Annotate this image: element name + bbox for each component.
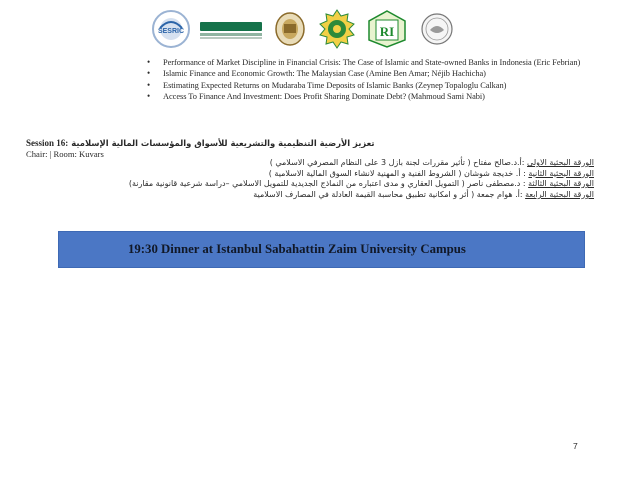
arabic-paper-text: : د.مصطفى ناصر ( التمويل العقاري و مدى اعتباره من النماذج الجديدية للتمويل الاسلامي –دراسة شرعية قانونية مقارنة) [128, 179, 526, 189]
arabic-paper-label: الورقة البحثية الثانية [528, 168, 594, 178]
arabic-paper-list [74, 158, 594, 200]
logo-row [150, 8, 470, 50]
session-chair-room: Chair: | Room: Kuvars [26, 149, 104, 159]
ri-logo [368, 10, 406, 48]
arabic-paper-item [74, 190, 594, 201]
sesric-logo-text: SESRIC [157, 28, 185, 35]
arabic-paper-item [74, 169, 594, 180]
arabic-paper-text: : أ. خديجة شوشان ( الشروط الفنية و المهنية لانشاء السوق المالية الاسلامية ) [268, 168, 526, 178]
seal-logo [418, 10, 456, 48]
ri-logo-text: RI [379, 24, 395, 39]
arabic-paper-text: :أ.د.صالح مفتاح ( تأثير مقررات لجنة بازل 3 على النظام المصرفي الاسلامي ) [269, 158, 525, 167]
paper-list-item: • Performance of Market Discipline in Financial Crisis: The Case of Islamic and State-owned Banks in Indonesia (Eric Febrian) [143, 57, 583, 68]
paper-list [143, 57, 583, 103]
session-heading [26, 138, 586, 148]
paper-list-item: • Access To Finance And Investment: Does Profit Sharing Dominate Debt? (Mahmoud Sami Nabi) [143, 91, 583, 102]
paper-list-item: • Estimating Expected Returns on Mudaraba Time Deposits of Islamic Banks (Zeynep Topaloglu Calkan) [143, 80, 583, 91]
banner-logo [200, 22, 262, 40]
arabic-paper-item [74, 179, 594, 190]
paper-list-item: • Islamic Finance and Economic Growth: The Malaysian Case (Amine Ben Amar; Néjib Hachicha) [143, 68, 583, 79]
dinner-banner-text: 19:30 Dinner at Istanbul Sabahattin Zaim University Campus [128, 242, 466, 256]
page-number: 7 [573, 441, 578, 451]
arabic-paper-label: الورقة البحثية الرابعة [525, 189, 594, 199]
arabic-paper-label: الورقة البحثية الثالثة [528, 179, 594, 189]
emblem-logo [272, 10, 308, 48]
sesric-logo [150, 8, 192, 50]
arabic-paper-label: الورقة البحثية الاولى [527, 158, 594, 167]
dinner-banner [58, 231, 585, 268]
arabic-paper-text: :أ. هوام جمعة ( أثر و امكانية تطبيق محاسبة القيمة العادلة في المصارف الاسلامية [253, 189, 523, 199]
session-label: Session 16: [26, 138, 69, 148]
arabic-paper-item [74, 158, 594, 169]
session-title: تعزيز الأرضية التنظيمية والتشريعية للأسواق والمؤسسات المالية الإسلامية [71, 138, 375, 148]
session-header [26, 138, 586, 159]
crest-logo [316, 8, 358, 50]
